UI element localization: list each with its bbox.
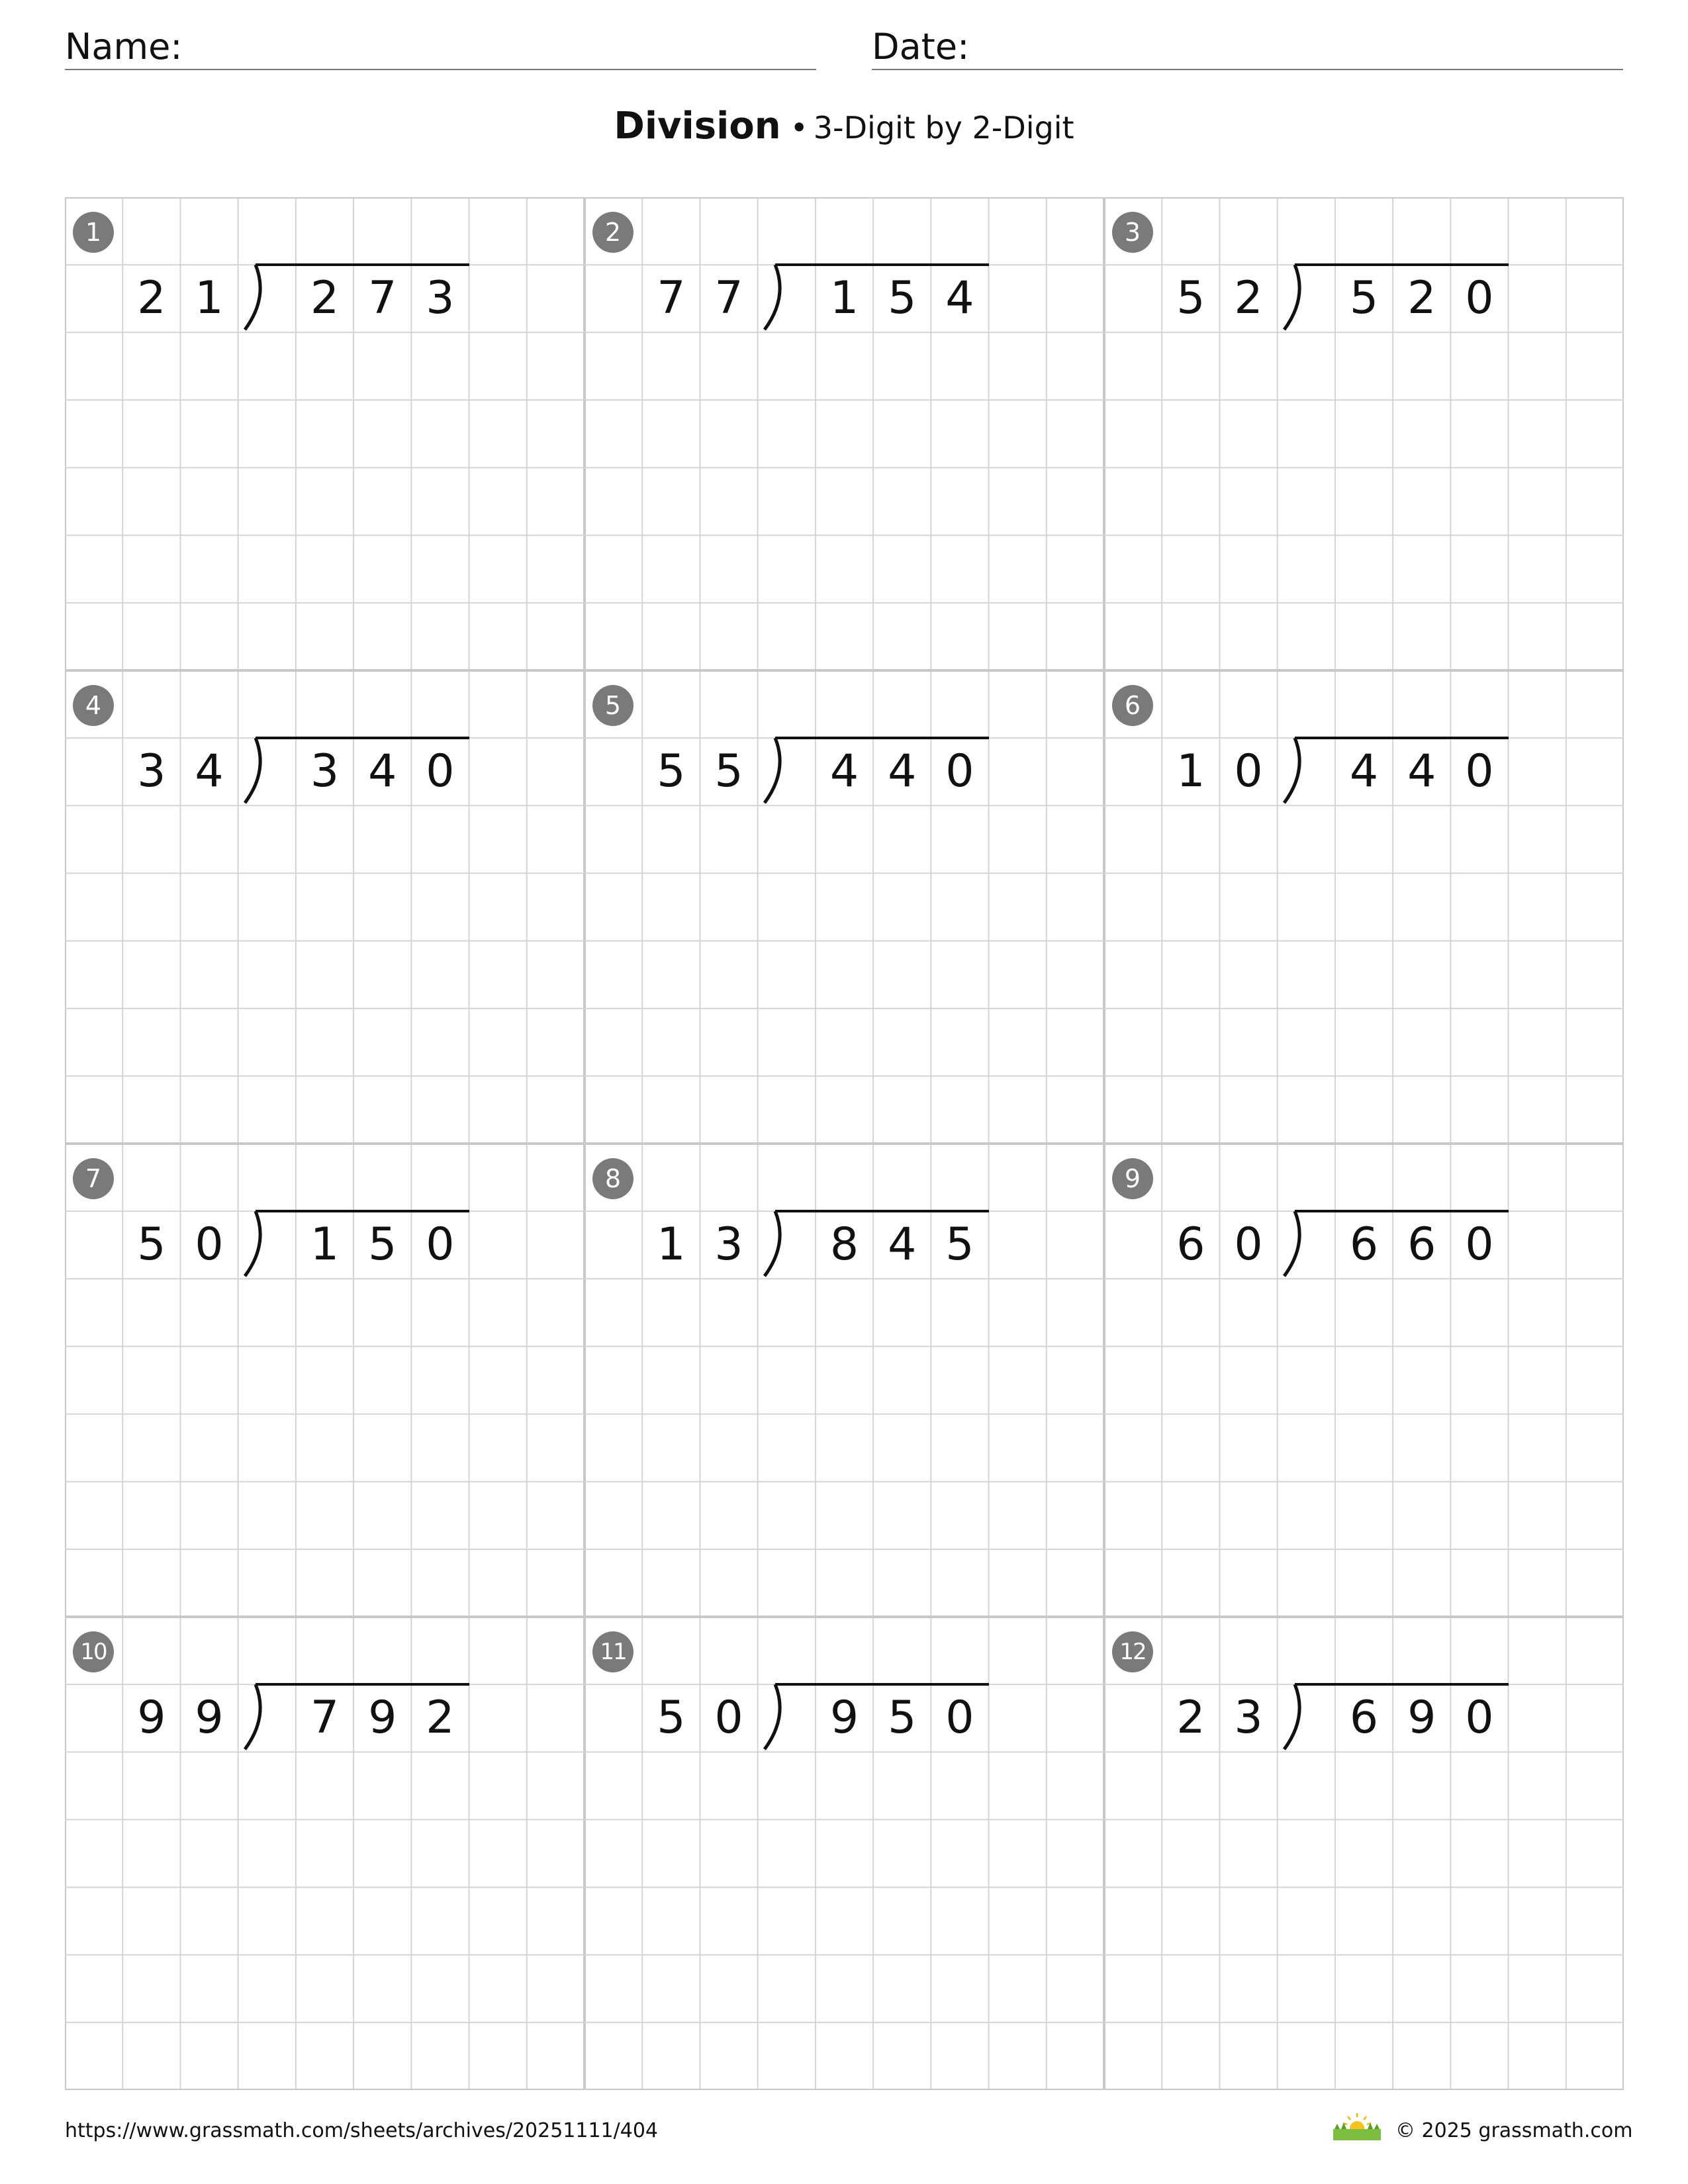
division-bracket <box>1282 1683 1305 1754</box>
division-problem <box>65 670 584 1143</box>
division-vinculum <box>256 737 469 739</box>
division-vinculum <box>1295 1683 1509 1686</box>
bracket-curve <box>245 738 260 803</box>
divisor-digit: 5 <box>1176 272 1205 325</box>
footer-url: https://www.grassmath.com/sheets/archives/20251111/404 <box>65 2119 659 2142</box>
dividend-digit: 0 <box>1465 272 1494 325</box>
dividend-digit: 3 <box>426 272 455 325</box>
dividend-digit: 3 <box>310 745 340 798</box>
dividend-digit: 9 <box>368 1692 397 1745</box>
divisor-digit: 5 <box>657 745 686 798</box>
dividend-digit: 0 <box>426 745 455 798</box>
divisor-digit: 3 <box>1234 1692 1263 1745</box>
divisor-digit: 1 <box>657 1218 686 1271</box>
division-vinculum <box>775 1683 989 1686</box>
division-problem <box>65 1144 584 1616</box>
dividend-digit: 5 <box>945 1218 974 1271</box>
dividend-digit: 1 <box>310 1218 340 1271</box>
divisor-digit: 5 <box>714 745 743 798</box>
division-problem <box>585 197 1103 670</box>
dividend-digit: 6 <box>1407 1218 1436 1271</box>
divisor-digit: 2 <box>137 272 166 325</box>
divisor-digit: 0 <box>1234 1218 1263 1271</box>
division-vinculum <box>775 1210 989 1212</box>
problem-number-badge: 6 <box>1112 685 1153 726</box>
division-problem <box>585 1617 1103 2089</box>
division-bracket <box>1282 263 1305 335</box>
dividend-digit: 5 <box>1349 272 1379 325</box>
divisor-digit: 9 <box>195 1692 224 1745</box>
division-bracket <box>242 263 266 335</box>
division-vinculum <box>775 737 989 739</box>
problem-number-badge: 8 <box>592 1158 633 1199</box>
dividend-digit: 4 <box>888 745 917 798</box>
division-vinculum <box>256 1210 469 1212</box>
problem-number-badge: 10 <box>73 1631 114 1672</box>
divisor-digit: 9 <box>137 1692 166 1745</box>
divisor-digit: 5 <box>137 1218 166 1271</box>
dividend-digit: 2 <box>1407 272 1436 325</box>
division-bracket <box>1282 737 1305 808</box>
divisor-digit: 3 <box>714 1218 743 1271</box>
dividend-digit: 4 <box>1407 745 1436 798</box>
dividend-digit: 5 <box>888 1692 917 1745</box>
worksheet-title <box>0 105 1688 148</box>
problem-number-badge: 11 <box>592 1631 633 1672</box>
division-bracket <box>242 1210 266 1281</box>
bracket-curve <box>765 738 780 803</box>
divisor-digit: 0 <box>195 1218 224 1271</box>
division-bracket <box>762 1683 786 1754</box>
divisor-digit: 4 <box>195 745 224 798</box>
dividend-digit: 4 <box>368 745 397 798</box>
problem-number-badge: 5 <box>592 685 633 726</box>
divisor-digit: 3 <box>137 745 166 798</box>
bracket-curve <box>245 1684 260 1749</box>
dividend-digit: 4 <box>829 745 859 798</box>
dividend-digit: 4 <box>945 272 974 325</box>
divisor-digit: 5 <box>657 1692 686 1745</box>
name-label: Name: <box>65 26 183 68</box>
dividend-digit: 2 <box>310 272 340 325</box>
problem-number-badge: 2 <box>592 212 633 253</box>
problem-number-badge: 3 <box>1112 212 1153 253</box>
dividend-digit: 1 <box>829 272 859 325</box>
division-problem <box>585 670 1103 1143</box>
division-bracket <box>762 737 786 808</box>
dividend-digit: 7 <box>368 272 397 325</box>
dividend-digit: 4 <box>888 1218 917 1271</box>
division-vinculum <box>1295 1210 1509 1212</box>
bracket-curve <box>1284 1684 1299 1749</box>
dividend-digit: 7 <box>310 1692 340 1745</box>
dividend-digit: 0 <box>1465 1692 1494 1745</box>
problem-number-badge: 12 <box>1112 1631 1153 1672</box>
division-bracket <box>1282 1210 1305 1281</box>
division-problem <box>1104 1144 1623 1616</box>
dividend-digit: 8 <box>829 1218 859 1271</box>
bracket-curve <box>245 265 260 330</box>
title-separator: • <box>790 110 808 146</box>
division-vinculum <box>1295 263 1509 266</box>
division-vinculum <box>1295 737 1509 739</box>
dividend-digit: 0 <box>1465 1218 1494 1271</box>
date-field[interactable] <box>872 25 1623 70</box>
divisor-digit: 2 <box>1234 272 1263 325</box>
division-bracket <box>762 263 786 335</box>
grass-sun-logo-icon <box>1331 2111 1383 2142</box>
division-problem <box>65 1617 584 2089</box>
dividend-digit: 9 <box>1407 1692 1436 1745</box>
divisor-digit: 7 <box>714 272 743 325</box>
dividend-digit: 6 <box>1349 1692 1379 1745</box>
division-problem <box>1104 670 1623 1143</box>
dividend-digit: 4 <box>1349 745 1379 798</box>
divisor-digit: 7 <box>657 272 686 325</box>
divisor-digit: 6 <box>1176 1218 1205 1271</box>
name-field[interactable] <box>65 25 816 70</box>
bracket-curve <box>765 1684 780 1749</box>
divisor-digit: 0 <box>1234 745 1263 798</box>
division-problem <box>65 197 584 670</box>
division-vinculum <box>775 263 989 266</box>
bracket-curve <box>1284 1211 1299 1276</box>
dividend-digit: 2 <box>426 1692 455 1745</box>
division-bracket <box>762 1210 786 1281</box>
divisor-digit: 0 <box>714 1692 743 1745</box>
title-subtitle: 3-Digit by 2-Digit <box>813 110 1074 146</box>
division-vinculum <box>256 263 469 266</box>
bracket-curve <box>245 1211 260 1276</box>
division-problem <box>1104 1617 1623 2089</box>
problem-number-badge: 9 <box>1112 1158 1153 1199</box>
division-problem <box>1104 197 1623 670</box>
division-problem <box>585 1144 1103 1616</box>
dividend-digit: 5 <box>368 1218 397 1271</box>
bracket-curve <box>1284 265 1299 330</box>
divisor-digit: 2 <box>1176 1692 1205 1745</box>
dividend-digit: 5 <box>888 272 917 325</box>
date-label: Date: <box>872 26 970 68</box>
dividend-digit: 0 <box>945 1692 974 1745</box>
dividend-digit: 0 <box>1465 745 1494 798</box>
problem-number-badge: 4 <box>73 685 114 726</box>
dividend-digit: 0 <box>426 1218 455 1271</box>
problem-number-badge: 1 <box>73 212 114 253</box>
divisor-digit: 1 <box>1176 745 1205 798</box>
footer-copyright: © 2025 grassmath.com <box>1395 2119 1633 2142</box>
problem-grid <box>65 197 1624 2090</box>
divisor-digit: 1 <box>195 272 224 325</box>
dividend-digit: 0 <box>945 745 974 798</box>
title-main: Division <box>614 105 781 148</box>
division-vinculum <box>256 1683 469 1686</box>
division-bracket <box>242 737 266 808</box>
dividend-digit: 9 <box>829 1692 859 1745</box>
bracket-curve <box>765 1211 780 1276</box>
bracket-curve <box>1284 738 1299 803</box>
dividend-digit: 6 <box>1349 1218 1379 1271</box>
bracket-curve <box>765 265 780 330</box>
division-bracket <box>242 1683 266 1754</box>
problem-number-badge: 7 <box>73 1158 114 1199</box>
